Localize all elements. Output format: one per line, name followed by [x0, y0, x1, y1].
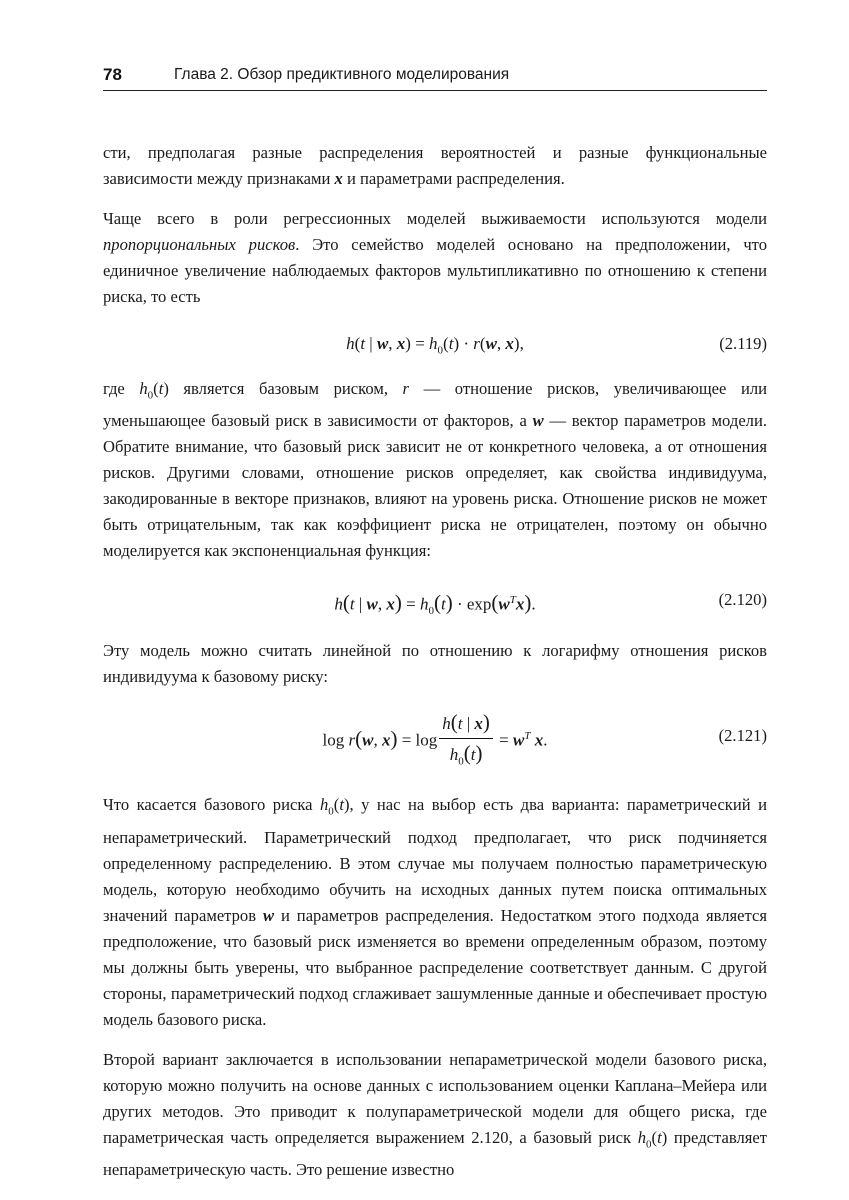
paragraph-2: Чаще всего в роли регрессионных моделей выживаемости используются модели пропорциональных рисков. Это семейство моделей основано на предположении, что единичное увеличение наблюдаемых факторов мультипликативно по отношению к степени риска, то есть: [103, 209, 767, 306]
paragraph-1: сти, предполагая разные распределения вероятностей и разные функциональные зависимости между признаками x и параметрами распределения.: [103, 143, 767, 188]
fraction: $\frac{h(t | x)}{h_0(t)}$: [439, 708, 493, 775]
page-body: [103, 140, 767, 1197]
equation-number: (2.121): [718, 726, 767, 746]
paragraph-6: Второй вариант заключается в использовании непараметрической модели базового риска, которую можно получить на основе данных с использованием оценки Каплана–Мейера или других методов. Это приводит к полупараметрической модели для общего риска, где параметрическая часть определяется выражением 2.120, а базовый риск $h_0(t)$ представляет непараметрическую часть. Это решение известно: [103, 1049, 767, 1179]
page-number: 78: [103, 65, 122, 84]
equation-number: (2.120): [718, 590, 767, 610]
equation-2-121: [103, 694, 767, 778]
paragraph-4: Эту модель можно считать линейной по отношению к логарифму отношения рисков индивидуума к базовому риску:: [103, 641, 767, 687]
equation-2-120-expr: h(t | w, $x) = h_0(t) \cdot \exp(w^Tx)$.: [334, 590, 536, 618]
paragraph-5: Что касается базового риска $h_0(t)$, у нас на выбор есть два варианта: параметрический и непараметрический. Параметрический подход предполагает, что риск подчиняется определенному распределению. В этом случае мы получаем полностью параметрическую модель, которую необходимо обучить на исходных данных путем поиска оптимальных значений параметров w и параметров распределения. Недостатком этого подхода является предположение, что базовый риск изменяется во времени определенным образом, поэтому мы должны быть уверены, что выбранное распределение соответствует данным. С другой стороны, параметрический подход сглаживает зашумленные данные и обеспечивает простую модель базового риска.: [103, 795, 767, 1029]
equation-number: (2.119): [719, 334, 767, 353]
running-header: [103, 62, 767, 91]
paragraph-3: где $h_0(t)$ является базовым риском, r — отношение рисков, увеличивающее или уменьшающее базовый риск в зависимости от факторов, а w — вектор параметров модели. Обратите внимание, что базовый риск зависит не от конкретного человека, а от отношения рисков. Другими словами, отношение рисков определяет, как свойства индивидуума, закодированные в векторе признаков, влияют на уровень риска. Отношение рисков не может быть отрицательным, так как коэффициент риска не отрицателен, поэтому он обычно моделируется как экспоненциальная функция:: [103, 379, 767, 561]
equation-2-121-expr: log r(w, x) = log $\frac{h(t | x)}{h_0(t)}$ = $w^T$ x.: [103, 694, 767, 783]
emphasis-term: пропорциональных рисков: [103, 235, 296, 254]
equation-2-119-expr: h(t | w, $x) = h_0(t) \cdot r(w$, x),: [346, 334, 524, 357]
equation-2-120: [103, 574, 767, 626]
chapter-title: Глава 2. Обзор предиктивного моделирования: [174, 66, 510, 83]
equation-2-119: [103, 318, 767, 370]
